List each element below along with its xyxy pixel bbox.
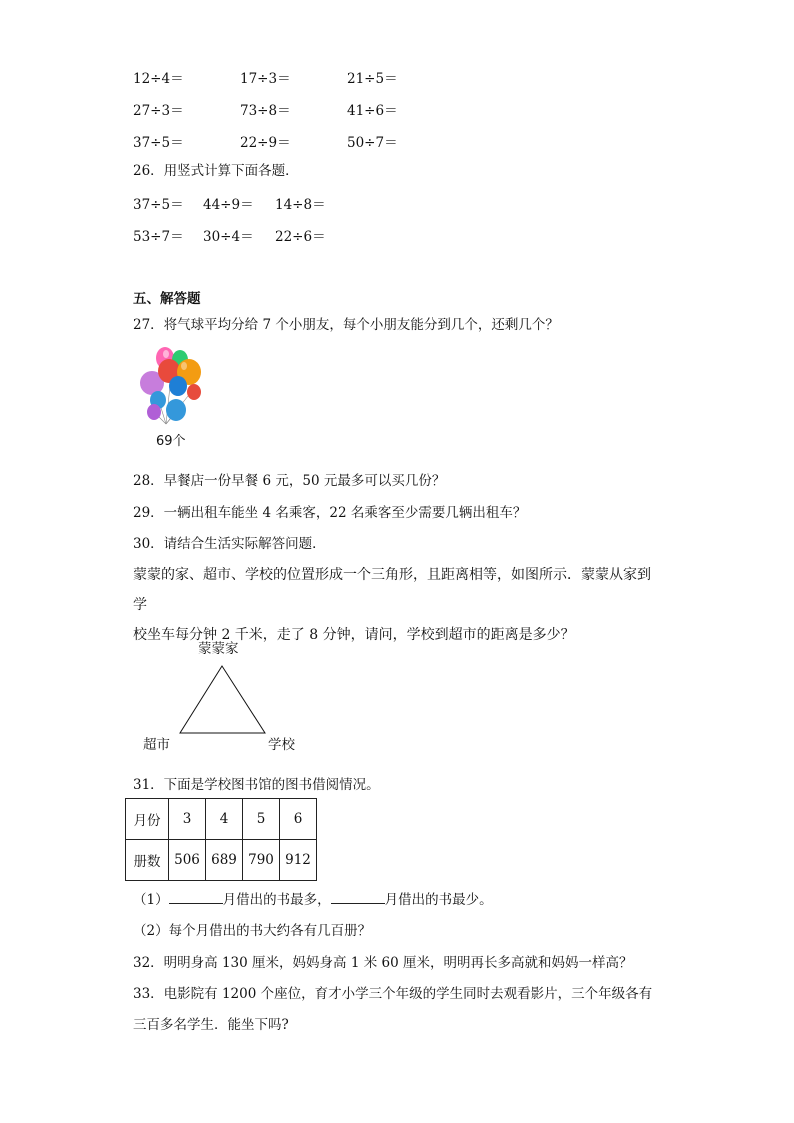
division-item: 17÷3＝ [240,71,291,87]
table-header-cell: 月份 [126,799,169,840]
answer-blank[interactable] [169,891,223,904]
q30-text: 30．请结合生活实际解答问题． [133,536,326,552]
q27-text: 27．将气球平均分给 7 个小朋友，每个小朋友能分到几个，还剩几个？ [133,317,559,333]
division-item: 44÷9＝ [203,197,254,213]
q30-para-line: 蒙蒙的家、超市、学校的位置形成一个三角形，且距离相等，如图所示．蒙蒙从家到学 [133,567,651,613]
q31-sub2: （2）每个月借出的书大约各有几百册？ [133,923,372,939]
division-item: 37÷5＝ [133,135,184,151]
division-item: 21÷5＝ [347,71,398,87]
division-item: 73÷8＝ [240,103,291,119]
library-table [125,798,317,881]
table-cell: 3 [169,799,206,840]
q31-text: 31．下面是学校图书馆的图书借阅情况。 [133,777,380,793]
q28-text: 28．早餐店一份早餐 6 元，50 元最多可以买几份？ [133,473,446,489]
table-cell: 5 [243,799,280,840]
balloon-caption: 69个 [156,434,186,449]
division-item: 30÷4＝ [203,229,254,245]
q32-text: 32．明明身高 130 厘米，妈妈身高 1 米 60 厘米，明明再长多高就和妈妈一样高？ [133,955,633,971]
division-item: 12÷4＝ [133,71,184,87]
table-cell: 790 [243,840,280,881]
q31-sub1-prefix: （1） [133,892,169,908]
q30-para-line: 校坐车每分钟 2 千米，走了 8 分钟，请问，学校到超市的距离是多少？ [133,627,575,643]
q31-sub1 [133,891,493,909]
label-school: 学校 [268,737,295,753]
q33-line: 三百多名学生．能坐下吗? [133,1017,289,1033]
division-item: 14÷8＝ [275,197,326,213]
division-item: 22÷6＝ [275,229,326,245]
label-supermarket: 超市 [143,737,170,753]
division-item: 41÷6＝ [347,103,398,119]
q26-title: 26．用竖式计算下面各题． [133,163,299,179]
section-heading: 五、解答题 [133,291,201,307]
triangle-diagram [170,660,280,740]
table-row [126,840,317,881]
answer-blank[interactable] [331,891,385,904]
table-cell: 689 [206,840,243,881]
label-home: 蒙蒙家 [198,641,239,657]
q30-paragraph [133,560,663,650]
division-item: 22÷9＝ [240,135,291,151]
table-header-cell: 册数 [126,840,169,881]
table-cell: 6 [280,799,317,840]
q31-sub1-end: 月借出的书最少。 [384,892,493,908]
division-item: 37÷5＝ [133,197,184,213]
table-cell: 912 [280,840,317,881]
q33-line: 33．电影院有 1200 个座位，育才小学三个年级的学生同时去观看影片，三个年级各有 [133,986,653,1002]
q31-sub1-mid: 月借出的书最多， [222,892,331,908]
division-item: 53÷7＝ [133,229,184,245]
table-cell: 506 [169,840,206,881]
balloons-image [136,346,206,428]
table-row [126,799,317,840]
table-cell: 4 [206,799,243,840]
division-item: 50÷7＝ [347,135,398,151]
q29-text: 29．一辆出租车能坐 4 名乘客，22 名乘客至少需要几辆出租车？ [133,505,527,521]
division-item: 27÷3＝ [133,103,184,119]
